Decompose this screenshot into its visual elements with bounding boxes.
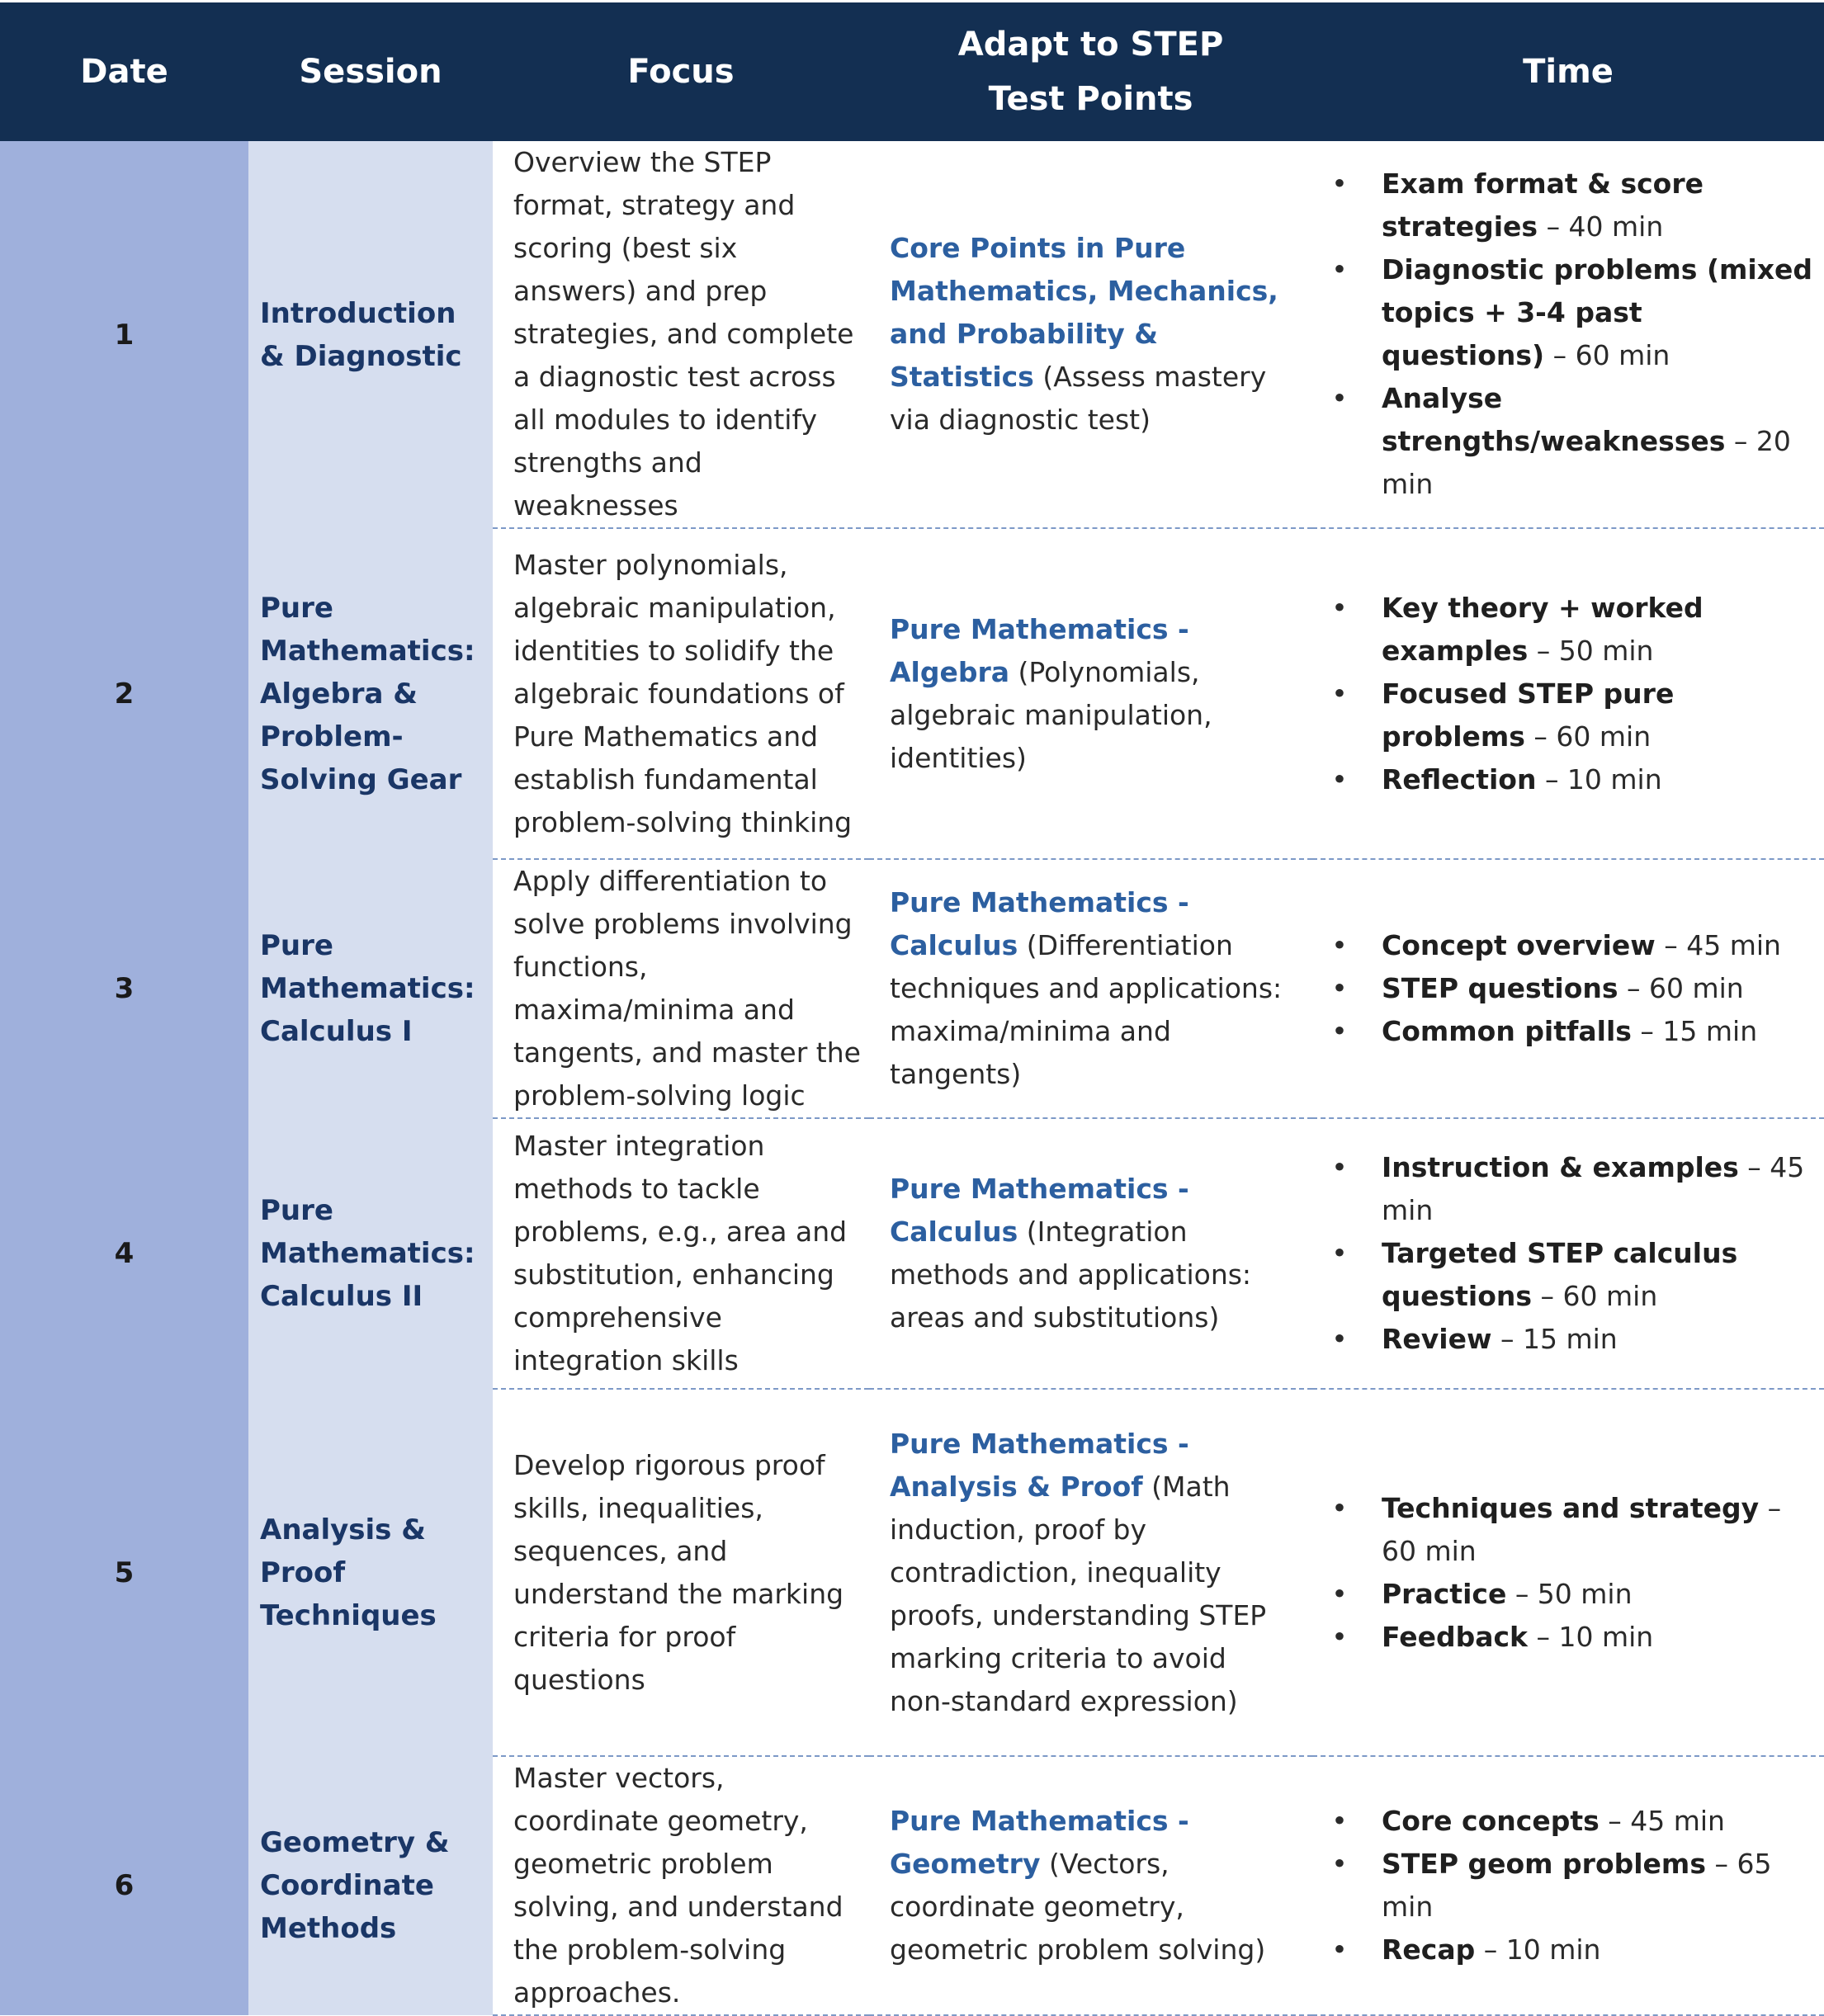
bullet-icon: • [1331,1491,1348,1524]
time-duration: – 10 min [1536,762,1662,796]
time-duration: – 60 min [1382,1491,1782,1567]
table-row [0,1756,1824,2015]
step-desc: (Vectors, coordinate geometry, geometric problem solving) [890,1848,1266,1966]
step-desc: (Integration methods and applications: areas and substitutions) [890,1216,1252,1334]
time-activity: Diagnostic problems (mixed topics + 3-4 past questions) [1382,253,1813,371]
time-item [1327,1146,1814,1232]
schedule-table [0,2,1824,2016]
header-date: Date [0,2,248,141]
step-cell [869,859,1312,1118]
bullet-icon: • [1331,168,1348,200]
time-list [1327,163,1814,506]
header-focus: Focus [493,2,869,141]
header-session: Session [248,2,493,141]
session-cell: Pure Mathematics: Calculus I [248,859,493,1118]
time-duration: – 45 min [1382,1151,1805,1226]
time-cell [1312,1118,1824,1389]
time-duration: – 60 min [1544,339,1670,371]
time-activity: Reflection [1382,762,1537,796]
focus-cell: Master vectors, coordinate geometry, geometric problem solving, and understand the problem-solving approaches. [493,1756,869,2015]
bullet-icon: • [1331,1015,1348,1047]
time-list [1327,1487,1814,1659]
bullet-icon: • [1331,1933,1348,1966]
time-list [1327,924,1814,1053]
session-cell: Introduction & Diagnostic [248,141,493,528]
focus-cell: Develop rigorous proof skills, inequalities, sequences, and understand the marking criteria for proof questions [493,1389,869,1756]
bullet-icon: • [1331,591,1348,624]
bullet-icon: • [1331,1805,1348,1837]
time-item [1327,587,1814,673]
bullet-icon: • [1331,1577,1348,1610]
time-activity: Practice [1382,1577,1507,1610]
time-cell [1312,141,1824,528]
bullet-icon: • [1331,762,1348,796]
step-title: Pure Mathematics - Calculus [890,1173,1189,1248]
date-cell: 6 [0,1756,248,2015]
time-item [1327,1318,1814,1361]
table-row [0,859,1824,1118]
step-cell [869,141,1312,528]
time-duration: – 50 min [1528,634,1654,667]
step-cell [869,1756,1312,2015]
bullet-icon: • [1331,1848,1348,1880]
step-title: Core Points in Pure Mathematics, Mechanics, and Probability & Statistics [890,232,1278,393]
time-activity: Concept overview [1382,929,1656,961]
time-item [1327,1843,1814,1929]
step-desc: (Differentiation techniques and applications: maxima/minima and tangents) [890,929,1283,1090]
step-title: Pure Mathematics - Analysis & Proof [890,1427,1189,1503]
bullet-icon: • [1331,929,1348,961]
time-item [1327,1487,1814,1573]
table-row [0,1389,1824,1756]
time-activity: Review [1382,1323,1492,1355]
bullet-icon: • [1331,382,1348,414]
bullet-icon: • [1331,972,1348,1004]
step-desc: (Polynomials, algebraic manipulation, identities) [890,655,1212,774]
time-activity: Core concepts [1382,1805,1600,1837]
bullet-icon: • [1331,253,1348,286]
time-activity: Recap [1382,1933,1476,1966]
header-time: Time [1312,2,1824,141]
focus-cell: Master integration methods to tackle problems, e.g., area and substitution, enhancing comprehensive integration skills [493,1118,869,1389]
date-cell: 2 [0,528,248,859]
step-cell [869,1118,1312,1389]
time-activity: Common pitfalls [1382,1015,1632,1047]
time-activity: Feedback [1382,1620,1528,1653]
session-cell: Pure Mathematics: Calculus II [248,1118,493,1389]
focus-cell: Apply differentiation to solve problems involving functions, maxima/minima and tangents, and master the problem-solving logic [493,859,869,1118]
time-item [1327,163,1814,248]
time-item [1327,967,1814,1010]
time-duration: – 45 min [1599,1805,1725,1837]
step-desc: (Assess mastery via diagnostic test) [890,361,1267,436]
time-duration: – 15 min [1491,1323,1618,1355]
time-item [1327,1929,1814,1971]
time-list [1327,587,1814,801]
time-duration: – 60 min [1524,720,1652,753]
focus-cell: Overview the STEP format, strategy and scoring (best six answers) and prep strategies, and complete a diagnostic test across all modules to identify strengths and weaknesses [493,141,869,528]
step-cell [869,1389,1312,1756]
table-row [0,141,1824,528]
header-step: Adapt to STEP Test Points [869,2,1312,141]
time-duration: – 60 min [1532,1280,1658,1312]
time-duration: – 45 min [1655,929,1781,961]
time-duration: – 60 min [1618,972,1744,1004]
time-cell [1312,1756,1824,2015]
bullet-icon: • [1331,1151,1348,1183]
session-cell: Geometry & Coordinate Methods [248,1756,493,2015]
time-list [1327,1146,1814,1361]
date-cell: 5 [0,1389,248,1756]
time-duration: – 10 min [1528,1620,1654,1653]
time-item [1327,377,1814,506]
table-row [0,528,1824,859]
time-activity: Exam format & score strategies [1382,168,1704,243]
time-activity: Instruction & examples [1382,1151,1739,1183]
table-body [0,141,1824,2015]
step-desc: (Math induction, proof by contradiction, inequality proofs, understanding STEP marking criteria to avoid non-standard expression) [890,1470,1267,1717]
bullet-icon: • [1331,1323,1348,1355]
time-duration: – 65 min [1382,1848,1772,1923]
bullet-icon: • [1331,677,1348,710]
date-cell: 4 [0,1118,248,1389]
time-activity: Techniques and strategy [1382,1491,1760,1524]
time-item [1327,758,1814,801]
time-duration: – 10 min [1475,1933,1601,1966]
bullet-icon: • [1331,1237,1348,1269]
time-duration: – 40 min [1538,210,1664,243]
time-item [1327,924,1814,967]
time-item [1327,1010,1814,1053]
table-header [0,2,1824,141]
step-cell [869,528,1312,859]
time-item [1327,1573,1814,1616]
focus-cell: Master polynomials, algebraic manipulation, identities to solidify the algebraic foundations of Pure Mathematics and establish fundamental problem-solving thinking [493,528,869,859]
time-activity: Key theory + worked examples [1382,591,1704,667]
session-cell: Analysis & Proof Techniques [248,1389,493,1756]
session-cell: Pure Mathematics: Algebra & Problem-Solving Gear [248,528,493,859]
step-title: Pure Mathematics - Geometry [890,1805,1189,1880]
time-item [1327,1616,1814,1659]
time-item [1327,248,1814,377]
time-activity: STEP questions [1382,972,1618,1004]
time-activity: Analyse strengths/weaknesses [1382,382,1726,457]
time-activity: Focused STEP pure problems [1382,677,1675,753]
date-cell: 3 [0,859,248,1118]
time-duration: – 50 min [1506,1577,1633,1610]
time-cell [1312,528,1824,859]
time-list [1327,1800,1814,1971]
time-activity: Targeted STEP calculus questions [1382,1237,1738,1312]
step-title: Pure Mathematics - Calculus [890,886,1189,961]
header-row [0,2,1824,141]
time-cell [1312,1389,1824,1756]
time-item [1327,673,1814,758]
table-row [0,1118,1824,1389]
time-duration: – 20 min [1382,425,1791,500]
time-duration: – 15 min [1631,1015,1758,1047]
time-item [1327,1232,1814,1318]
time-item [1327,1800,1814,1843]
date-cell: 1 [0,141,248,528]
time-cell [1312,859,1824,1118]
bullet-icon: • [1331,1620,1348,1653]
step-title: Pure Mathematics - Algebra [890,612,1189,688]
time-activity: STEP geom problems [1382,1848,1706,1880]
